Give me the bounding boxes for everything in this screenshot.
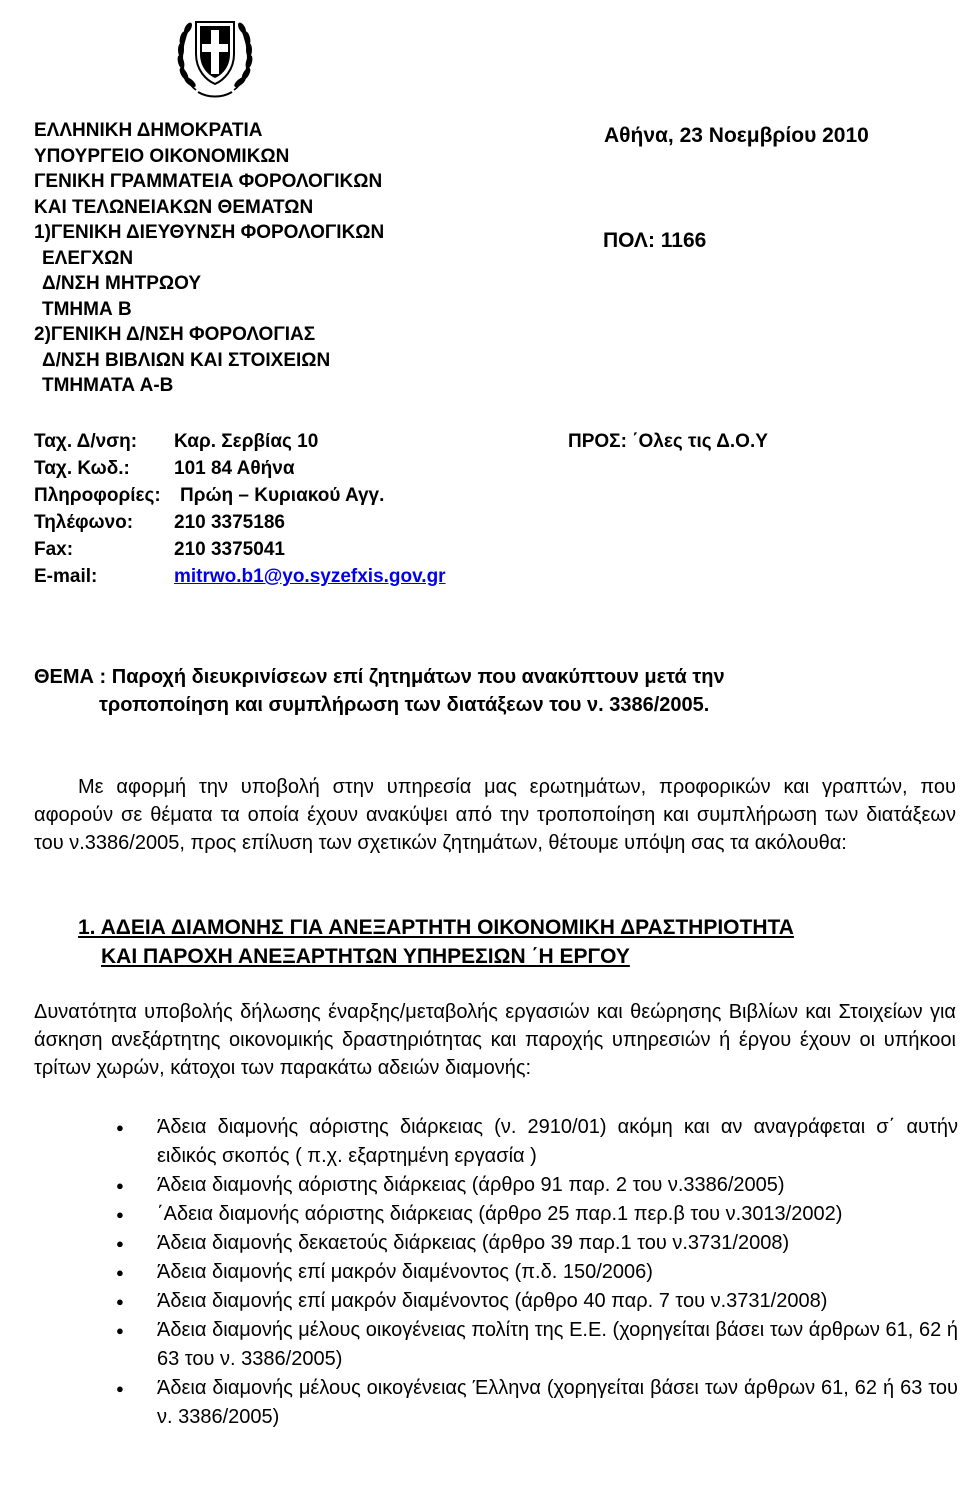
section-heading-line: ΚΑΙ ΠΑΡΟΧΗ ΑΝΕΞΑΡΤΗΤΩΝ ΥΠΗΡΕΣΙΩΝ ΄Η ΕΡΓΟΥ <box>101 945 630 968</box>
subject-block <box>34 663 725 719</box>
header-line: Δ/ΝΣΗ ΒΙΒΛΙΩΝ ΚΑΙ ΣΤΟΙΧΕΙΩΝ <box>42 349 331 371</box>
header-line: ΕΛΛΗΝΙΚΗ ΔΗΜΟΚΡΑΤΙΑ <box>34 120 263 141</box>
contact-value: 101 84 Αθήνα <box>174 458 295 479</box>
header-line: ΕΛΕΓΧΩΝ <box>42 247 134 269</box>
header-line: ΤΜΗΜΑ Β <box>42 298 132 320</box>
header-line: 1)ΓΕΝΙΚΗ ΔΙΕΥΘΥΝΣΗ ΦΟΡΟΛΟΓΙΚΩΝ <box>34 222 385 243</box>
list-item: ● Άδεια διαμονής αόριστης διάρκειας (ν. 2910/01) ακόμη και αν αναγράφεται σ΄ αυτήν ειδικός σκοπός ( π.χ. εξαρτημένη εργασία ) <box>110 1113 958 1171</box>
header-line: ΤΜΗΜΑΤΑ Α-Β <box>42 375 174 396</box>
recipient-line: ΠΡΟΣ: ΄Ολες τις Δ.Ο.Υ <box>568 431 768 452</box>
list-item: ● Άδεια διαμονής μέλους οικογένειας πολίτη της Ε.Ε. (χορηγείται βάσει των άρθρων 61, 62 ή 63 του ν. 3386/2005) <box>110 1316 958 1374</box>
contact-label: Ταχ. Κωδ.: <box>34 458 130 479</box>
header-line: ΚΑΙ ΤΕΛΩΝΕΙΑΚΩΝ ΘΕΜΑΤΩΝ <box>34 196 314 218</box>
list-item: ● Άδεια διαμονής επί μακρόν διαμένοντος (άρθρο 40 παρ. 7 του ν.3731/2008) <box>110 1287 958 1316</box>
contact-value: 210 3375186 <box>174 512 285 533</box>
section-heading-line: 1. ΑΔΕΙΑ ΔΙΑΜΟΝΗΣ ΓΙΑ ΑΝΕΞΑΡΤΗΤΗ ΟΙΚΟΝΟΜΙΚΗ ΔΡΑΣΤΗΡΙΟΤΗΤΑ <box>78 916 794 939</box>
list-item: ● Άδεια διαμονής επί μακρόν διαμένοντος (π.δ. 150/2006) <box>110 1258 958 1287</box>
greek-coat-of-arms-emblem <box>174 2 256 102</box>
date-line: Αθήνα, 23 Νοεμβρίου 2010 <box>604 124 869 147</box>
list-item: ● Άδεια διαμονής αόριστης διάρκειας (άρθρο 91 παρ. 2 του ν.3386/2005) <box>110 1171 958 1200</box>
email-link[interactable]: mitrwo.b1@yo.syzefxis.gov.gr <box>174 566 446 587</box>
header-line: 2)ΓΕΝΙΚΗ Δ/ΝΣΗ ΦΟΡΟΛΟΓΙΑΣ <box>34 324 316 345</box>
list-item: ● Άδεια διαμονής δεκαετούς διάρκειας (άρθρο 39 παρ.1 του ν.3731/2008) <box>110 1229 958 1258</box>
list-item: ● ΄Αδεια διαμονής αόριστης διάρκειας (άρθρο 25 παρ.1 περ.β του ν.3013/2002) <box>110 1200 958 1229</box>
section-heading <box>78 913 794 971</box>
permit-list <box>110 1113 958 1432</box>
header-line: ΓΕΝΙΚΗ ΓΡΑΜΜΑΤΕΙΑ ΦΟΡΟΛΟΓΙΚΩΝ <box>34 171 383 192</box>
contact-value: Πρώη – Κυριακού Αγγ. <box>180 485 385 506</box>
reference-number: ΠΟΛ: 1166 <box>603 229 707 252</box>
list-item: ● Άδεια διαμονής μέλους οικογένειας Έλληνα (χορηγείται βάσει των άρθρων 61, 62 ή 63 του ν. 3386/2005) <box>110 1374 958 1432</box>
header-line: Δ/ΝΣΗ ΜΗΤΡΩΟΥ <box>42 273 202 294</box>
contact-label: Τηλέφωνο: <box>34 512 134 533</box>
ministry-header <box>34 118 384 399</box>
contact-value: Καρ. Σερβίας 10 <box>174 431 319 452</box>
subject-line: τροποποίηση και συμπλήρωση των διατάξεων του ν. 3386/2005. <box>99 694 710 716</box>
contact-label: E-mail: <box>34 566 98 587</box>
contact-label: Ταχ. Δ/νση: <box>34 431 138 452</box>
subject-line: ΘΕΜΑ : Παροχή διευκρινίσεων επί ζητημάτων που ανακύπτουν μετά την <box>34 666 725 688</box>
intro-paragraph: Με αφορμή την υποβολή στην υπηρεσία μας ερωτημάτων, προφορικών και γραπτών, που αφορούν σε θέματα τα οποία έχουν ανακύψει από την τροποποίηση και συμπλήρωση των διατάξεων του ν.3386/2005, προς επίλυση των σχετικών ζητημάτων, θέτουμε υπόψη σας τα ακόλουθα: <box>34 776 956 854</box>
contact-label: Fax: <box>34 539 74 560</box>
header-line: ΥΠΟΥΡΓΕΙΟ ΟΙΚΟΝΟΜΙΚΩΝ <box>34 145 290 167</box>
section-paragraph: Δυνατότητα υποβολής δήλωσης έναρξης/μεταβολής εργασιών και θεώρησης Βιβλίων και Στοιχείων για άσκηση ανεξάρτητης οικονομικής δραστηριότητας και παροχής υπηρεσιών ή έργου έχουν οι υπήκοοι τρίτων χωρών, κάτοχοι των παρακάτω αδειών διαμονής: <box>34 1001 956 1079</box>
contact-value: 210 3375041 <box>174 539 285 560</box>
contact-label: Πληροφορίες: <box>34 485 161 506</box>
